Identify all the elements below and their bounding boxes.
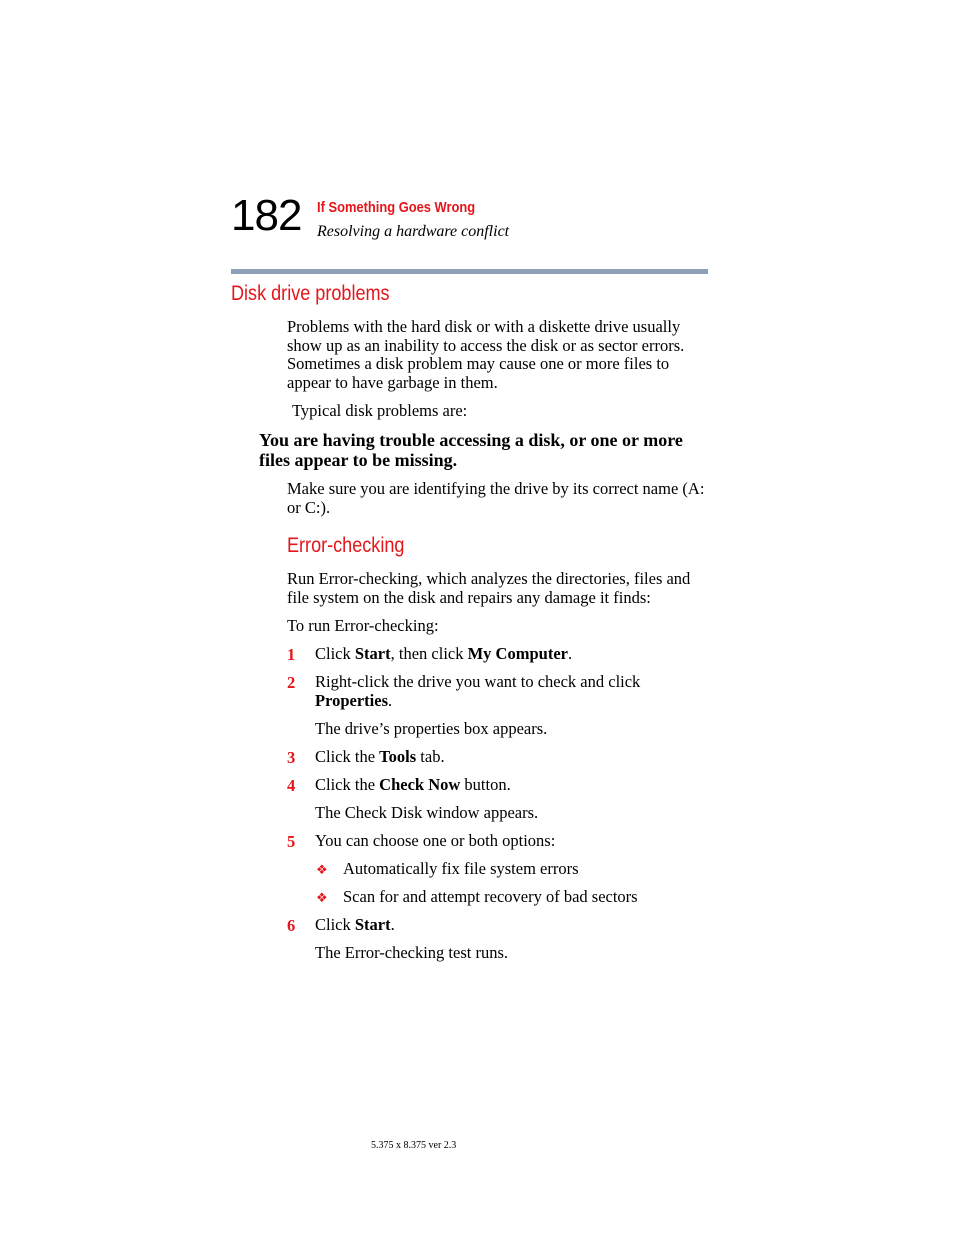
typical-problems-text: Typical disk problems are: [292,401,468,420]
problem-heading: You are having trouble accessing a disk, or one or more files appear to be missing. [259,430,683,470]
step-6-result: The Error-checking test runs. [315,943,509,962]
step-number: 3 [287,748,296,767]
step-2: Right-click the drive you want to check and click Properties. [315,672,641,710]
option-item: Scan for and attempt recovery of bad sectors [343,887,638,906]
step-1: Click Start, then click My Computer. [315,644,573,663]
problem-text: Make sure you are identifying the drive by its correct name (A: or C:). [287,479,705,517]
error-checking-intro: Run Error-checking, which analyzes the directories, files and file system on the disk and repairs any damage it finds: [287,569,691,607]
step-number: 5 [287,832,296,851]
step-number: 1 [287,645,296,664]
step-4-result: The Check Disk window appears. [315,803,539,822]
heading-error-checking: Error-checking [287,534,405,557]
page-number: 182 [231,191,302,240]
section-title: Resolving a hardware conflict [317,223,510,240]
to-run-text: To run Error-checking: [287,616,439,635]
step-number: 4 [287,776,296,795]
step-number: 2 [287,673,296,692]
diamond-bullet-icon: ❖ [316,890,328,905]
page-footer: 5.375 x 8.375 ver 2.3 [371,1140,457,1151]
step-3: Click the Tools tab. [315,747,445,766]
step-2-result: The drive’s properties box appears. [315,719,548,738]
step-5: You can choose one or both options: [315,831,556,850]
option-item: Automatically fix file system errors [343,859,579,878]
chapter-title: If Something Goes Wrong [317,199,476,216]
diamond-bullet-icon: ❖ [316,862,328,877]
intro-paragraph: Problems with the hard disk or with a diskette drive usually show up as an inability to access the disk or as sector errors. Sometimes a disk problem may cause one or more files to appear to have garbage in them. [287,317,685,392]
header-rule [231,269,708,274]
step-4: Click the Check Now button. [315,775,511,794]
heading-disk-drive-problems: Disk drive problems [231,282,390,305]
step-6: Click Start. [315,915,395,934]
step-number: 6 [287,916,296,935]
